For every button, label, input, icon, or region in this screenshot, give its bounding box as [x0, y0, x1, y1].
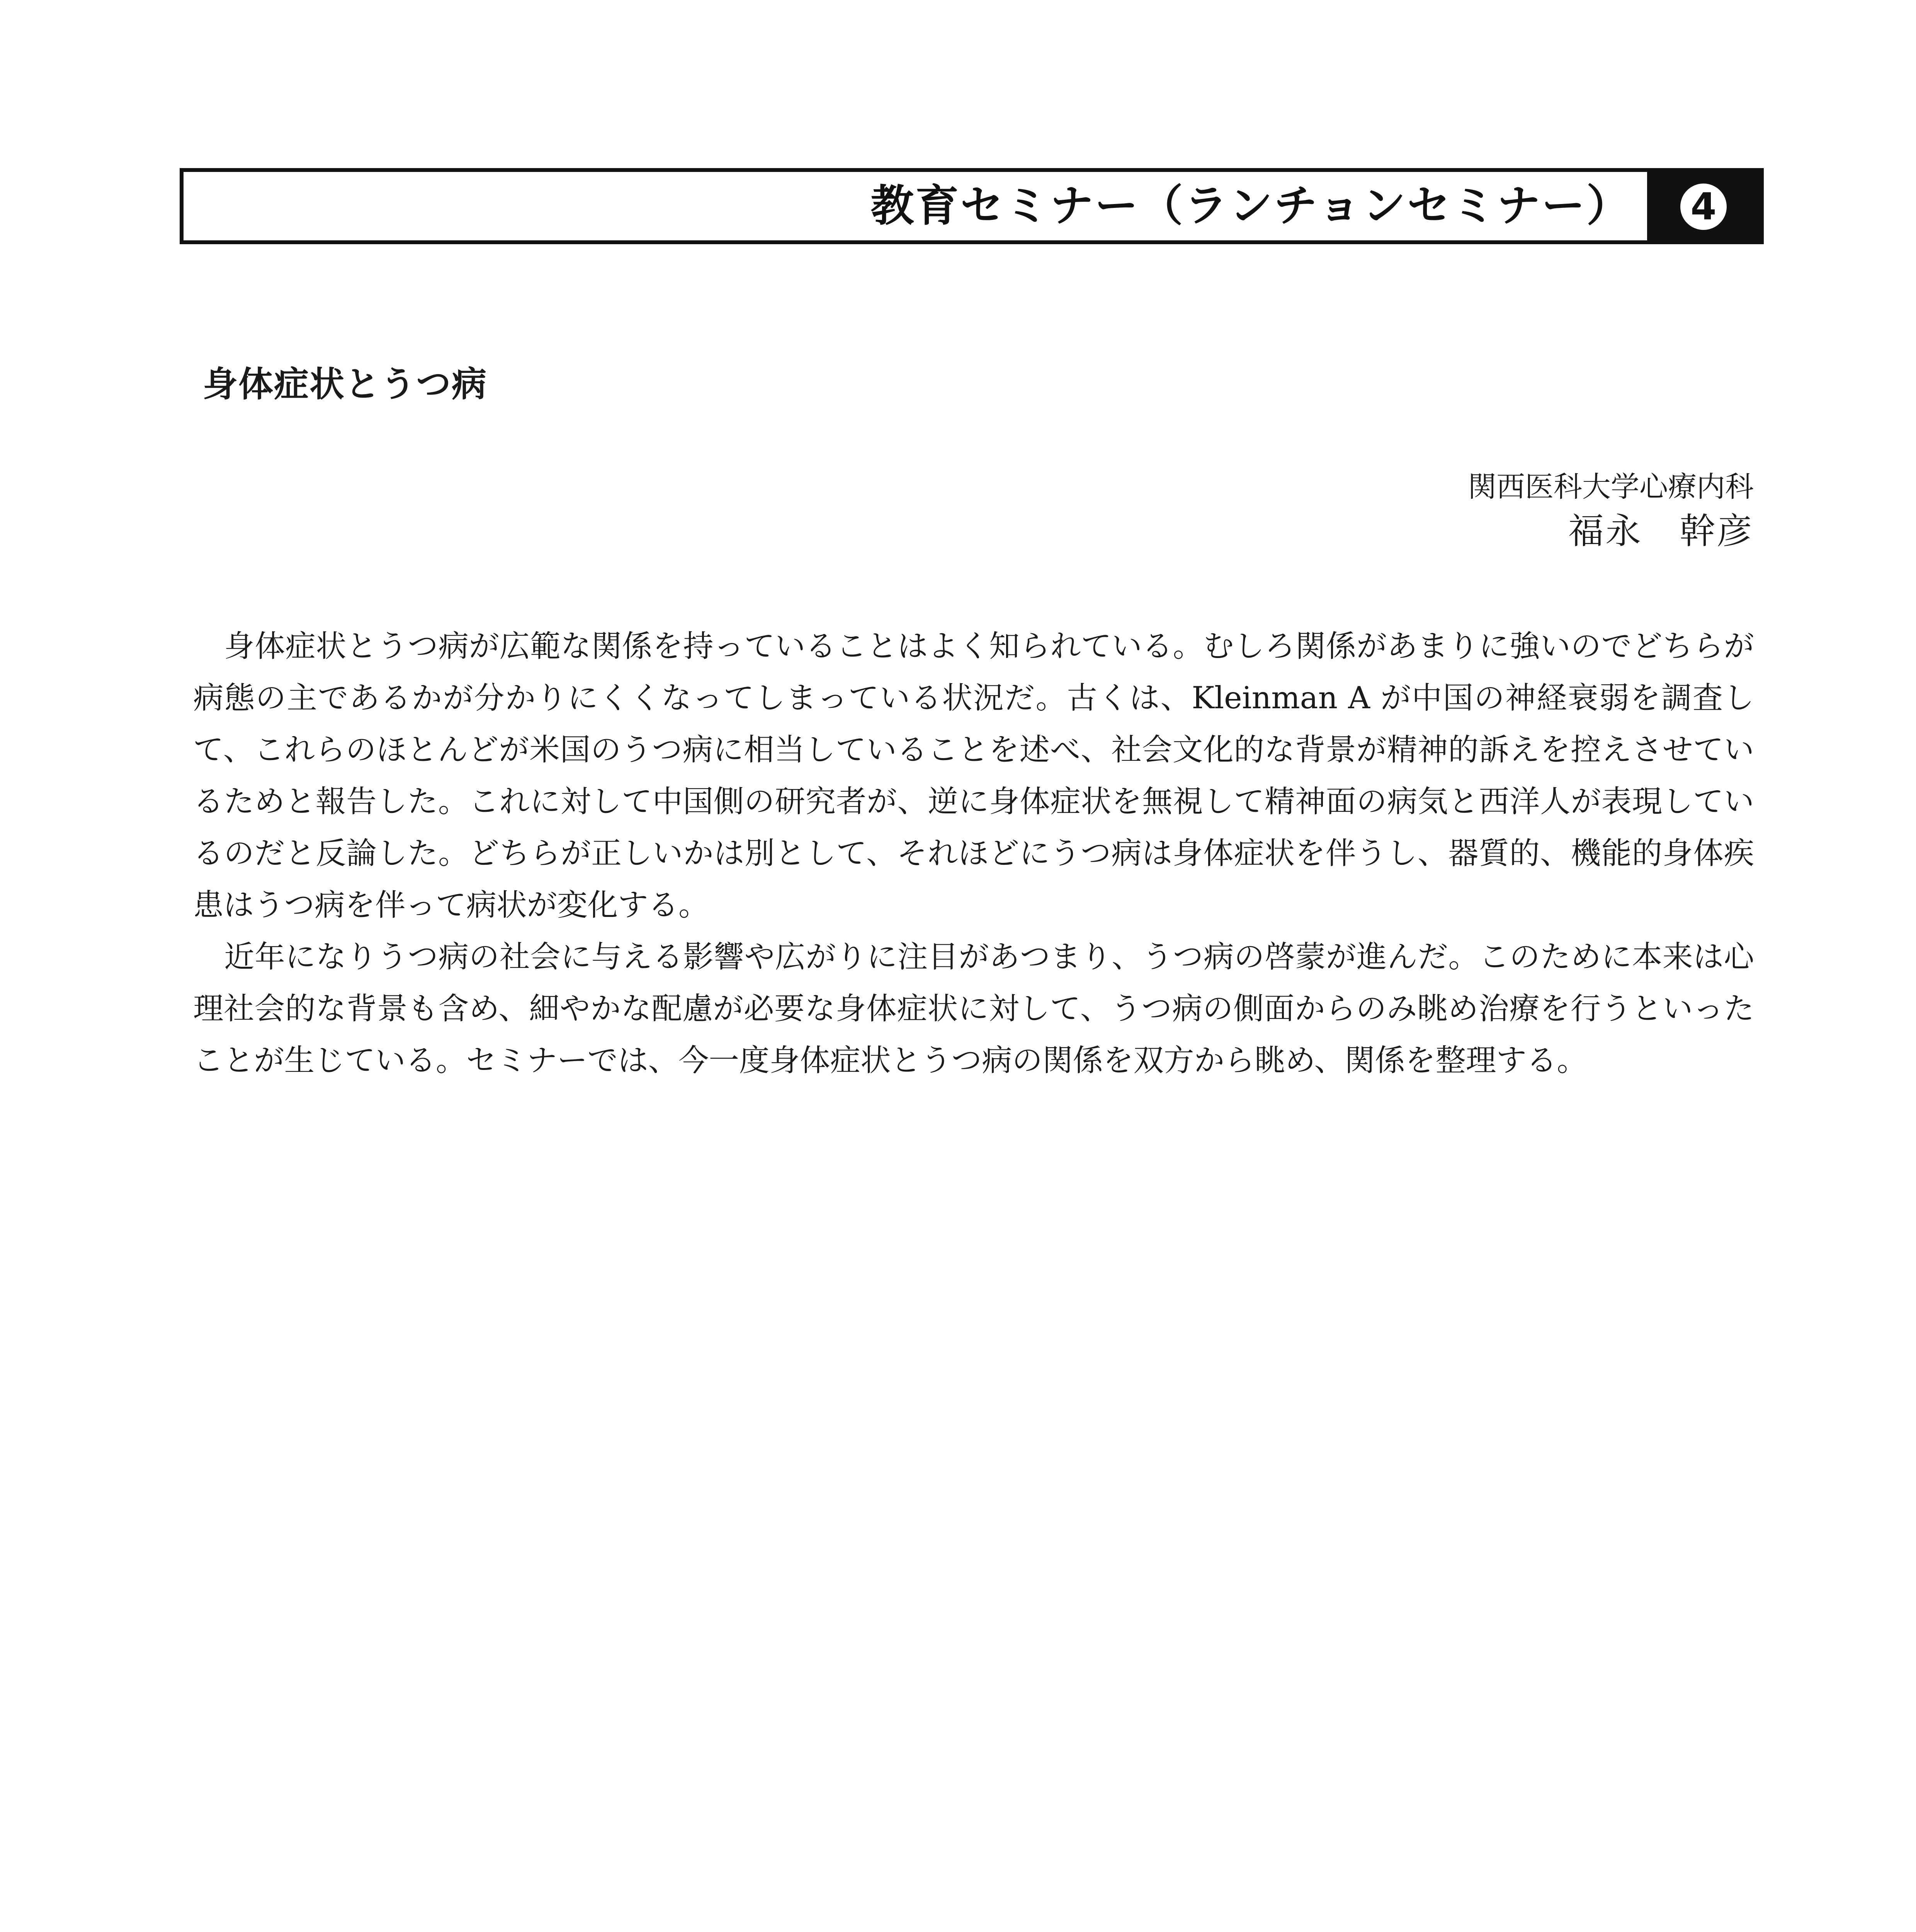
article-body: [193, 620, 1754, 1086]
body-paragraph: 近年になりうつ病の社会に与える影響や広がりに注目があつまり、うつ病の啓蒙が進んだ。このために本来は心理社会的な背景も含め、細やかな配慮が必要な身体症状に対して、うつ病の側面からのみ眺め治療を行うといったことが生じている。セミナーでは、今一度身体症状とうつ病の関係を双方から眺め、関係を整理する。: [193, 939, 1754, 1078]
section-title: 教育セミナー（ランチョンセミナー）: [870, 181, 1631, 231]
author-name: 福永 幹彦: [1568, 510, 1754, 552]
seminar-number: 4: [1680, 184, 1727, 230]
seminar-number-badge: [1647, 172, 1760, 240]
author-affiliation: 関西医科大学心療内科: [1468, 470, 1754, 503]
body-paragraph: 身体症状とうつ病が広範な関係を持っていることはよく知られている。むしろ関係があまりに強いのでどちらが病態の主であるかが分かりにくくなってしまっている状況だ。古くは、Kleinman A が中国の神経衰弱を調査して、これらのほとんどが米国のうつ病に相当していることを述べ、社会文化的な背景が精神的訴えを控えさせているためと報告した。これに対して中国側の研究者が、逆に身体症状を無視して精神面の病気と西洋人が表現しているのだと反論した。どちらが正しいかは別として、それほどにうつ病は身体症状を伴うし、器質的、機能的身体疾患はうつ病を伴って病状が変化する。: [193, 628, 1754, 923]
article-title: 身体症状とうつ病: [203, 364, 487, 405]
section-header: [180, 168, 1764, 244]
